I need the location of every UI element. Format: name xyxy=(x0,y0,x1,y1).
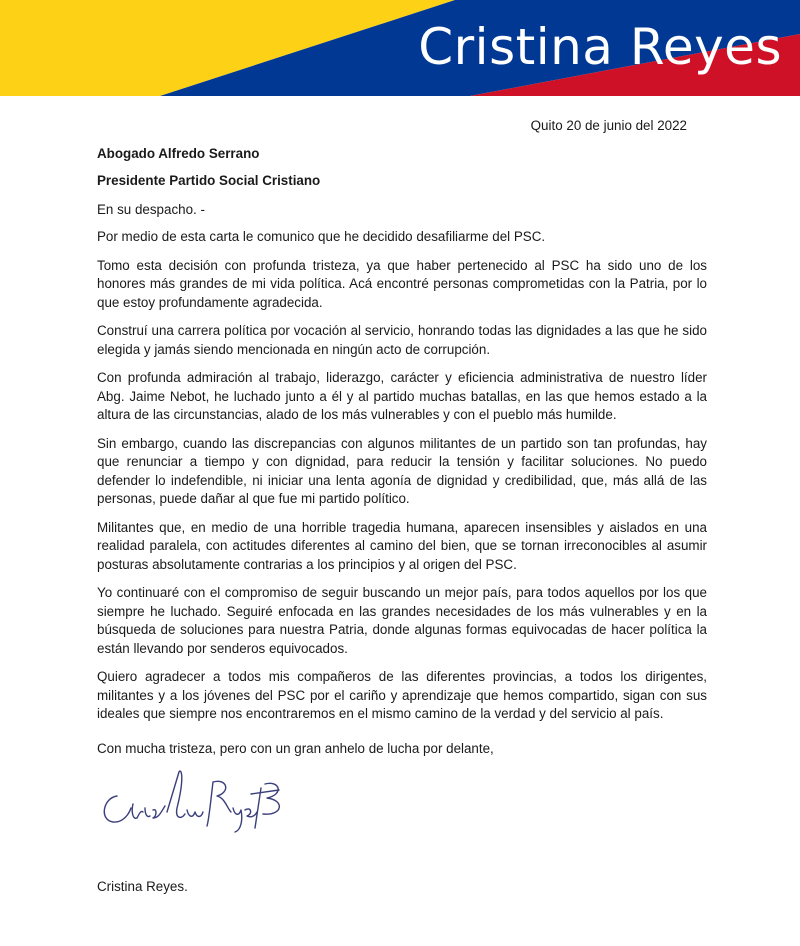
recipient-name: Abogado Alfredo Serrano xyxy=(97,146,260,161)
paragraph: Tomo esta decisión con profunda tristeza, ya que haber pertenecido al PSC ha sido uno de los honores más grandes de mi vida política. Acá encontré personas comprometidas con la Patria, por lo que estoy profundamente agradecida. xyxy=(97,257,707,310)
closing-line: Con mucha tristeza, pero con un gran anhelo de lucha por delante, xyxy=(97,741,494,756)
paragraph: Militantes que, en medio de una horrible tragedia humana, aparecen insensibles y aislados en una realidad paralela, con actitudes diferentes al camino del bien, que se tornan irreconocibles al asumir posturas absolutamente contrarias a los principios y al origen del PSC. xyxy=(97,519,707,572)
letterhead-banner xyxy=(0,0,800,96)
letter-date: Quito 20 de junio del 2022 xyxy=(530,118,687,133)
paragraph: Quiero agradecer a todos mis compañeros de las diferentes provincias, a todos los dirigentes, militantes y a los jóvenes del PSC por el cariño y aprendizaje que hemos compartido, sigan con sus ideales que siempre nos encontraremos en el mismo camino de la verdad y del servicio al país. xyxy=(97,669,707,721)
paragraph: Con profunda admiración al trabajo, liderazgo, carácter y eficiencia administrativa de nuestro líder Abg. Jaime Nebot, he luchado junto a él y al partido muchas batallas, en las que hemos estado a la altura de las circunstancias, alado de los más vulnerables y con el pueblo más humilde. xyxy=(97,370,707,422)
recipient-title: Presidente Partido Social Cristiano xyxy=(97,173,321,188)
paragraph: Yo continuaré con el compromiso de seguir buscando un mejor país, para todos aquellos por los que siempre he luchado. Seguiré enfocada en las grandes necesidades de los más vulnerables y en la búsqueda de soluciones para nuestra Patria, donde algunas formas equivocadas de hacer política la están llevando por senderos equivocados. xyxy=(97,585,707,656)
handwritten-signature xyxy=(95,768,295,838)
paragraph: Sin embargo, cuando las discrepancias con algunos militantes de un partido son tan profundas, hay que renunciar a tiempo y con dignidad, para reducir la tensión y facilitar soluciones. No puedo defender lo indefendible, ni iniciar una lenta agonía de dignidad y credibilidad, que, más allá de las personas, puede dañar al que fue mi partido político. xyxy=(97,435,707,506)
greeting: En su despacho. - xyxy=(97,202,205,217)
letterhead-name: Cristina Reyes xyxy=(418,18,782,76)
letter-paragraphs xyxy=(97,228,707,734)
paragraph: Construí una carrera política por vocación al servicio, honrando todas las dignidades a las que he sido elegida y jamás siendo mencionada en ningún acto de corrupción. xyxy=(97,323,707,357)
signer-name: Cristina Reyes. xyxy=(97,879,188,894)
paragraph: Por medio de esta carta le comunico que he decidido desafiliarme del PSC. xyxy=(97,229,546,244)
